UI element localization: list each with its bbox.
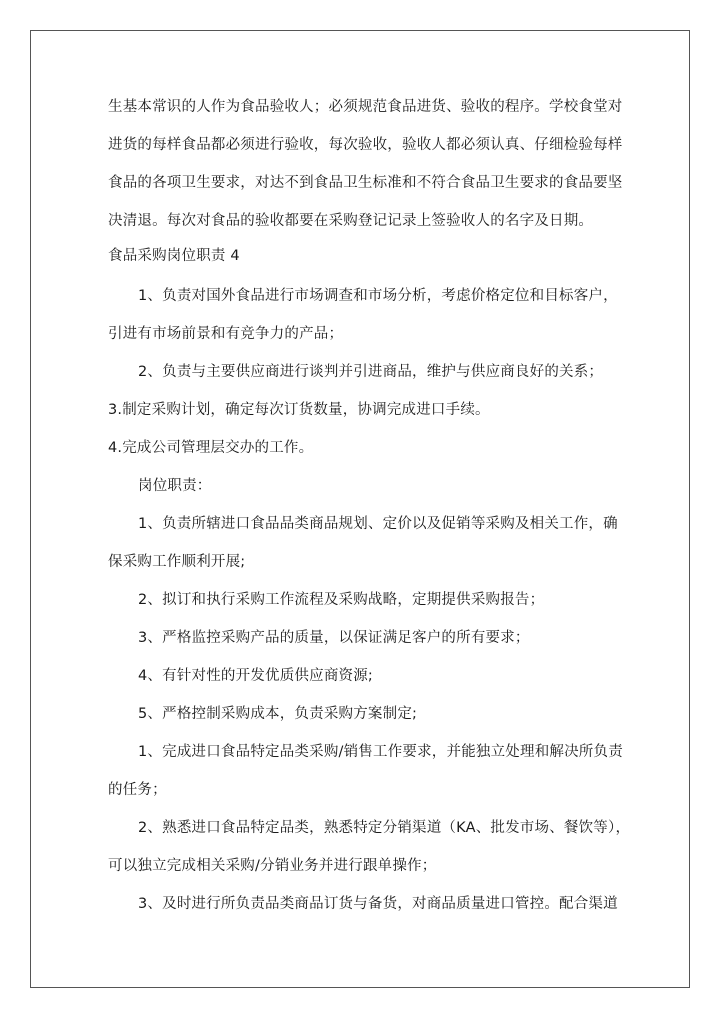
body-text-line: 2、拟订和执行采购工作流程及采购战略，定期提供采购报告；: [138, 592, 545, 608]
body-text-line: 1、负责所辖进口食品品类商品规划、定价以及促销等采购及相关工作，确: [138, 516, 618, 532]
body-text-line: 进货的每样食品都必须进行验收，每次验收，验收人都必须认真、仔细检验每样: [108, 137, 623, 153]
body-text-line: 引进有市场前景和有竞争力的产品；: [108, 326, 344, 342]
body-text-line: 3、及时进行所负责品类商品订货与备货，对商品质量进口管控。配合渠道: [138, 896, 618, 912]
body-text-line: 2、熟悉进口食品特定品类，熟悉特定分销渠道（KA、批发市场、餐饮等），: [138, 820, 631, 836]
body-text-line: 食品的各项卫生要求，对达不到食品卫生标准和不符合食品卫生要求的食品要坚: [108, 175, 623, 191]
body-text-line: 1、负责对国外食品进行市场调查和市场分析，考虑价格定位和目标客户，: [138, 288, 618, 304]
body-text-line: 3、严格监控采购产品的质量，以保证满足客户的所有要求；: [138, 630, 530, 646]
body-text-line: 3.制定采购计划，确定每次订货数量，协调完成进口手续。: [108, 402, 490, 418]
body-text-line: 2、负责与主要供应商进行谈判并引进商品，维护与供应商良好的关系；: [138, 364, 604, 380]
section-heading: 食品采购岗位职责 4: [108, 248, 240, 264]
body-text-line: 生基本常识的人作为食品验收人；必须规范食品进货、验收的程序。学校食堂对: [108, 99, 623, 115]
body-text-line: 5、严格控制采购成本，负责采购方案制定;: [138, 706, 418, 722]
body-text-line: 4、有针对性的开发优质供应商资源;: [138, 668, 374, 684]
body-text-line: 保采购工作顺利开展;: [108, 554, 246, 570]
body-text-line: 4.完成公司管理层交办的工作。: [108, 440, 314, 456]
body-text-line: 决清退。每次对食品的验收都要在采购登记记录上签验收人的名字及日期。: [108, 213, 594, 229]
subheading: 岗位职责：: [138, 478, 212, 494]
body-text-line: 1、完成进口食品特定品类采购/销售工作要求，并能独立处理和解决所负责: [138, 744, 623, 760]
body-text-line: 可以独立完成相关采购/分销业务并进行跟单操作；: [108, 858, 437, 874]
body-text-line: 的任务；: [108, 782, 167, 798]
